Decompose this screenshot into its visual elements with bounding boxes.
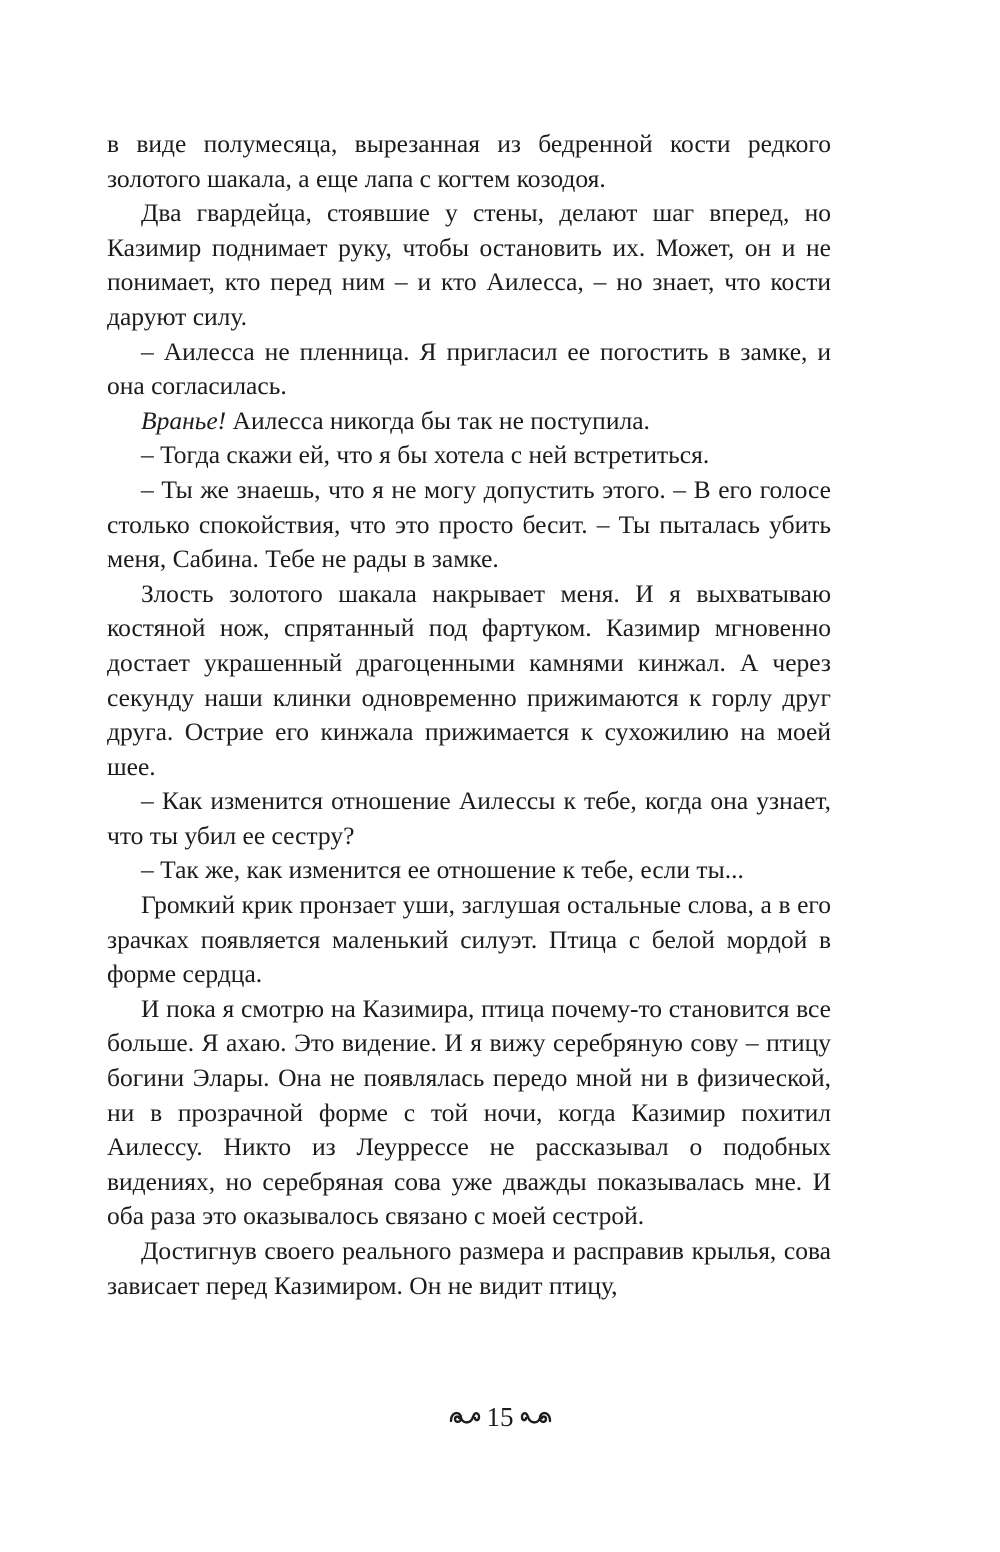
scroll-ornament-right-icon xyxy=(520,1407,552,1427)
paragraph-3: – Аилесса не пленница. Я пригласил ее погостить в замке, и она согласилась. xyxy=(107,336,831,401)
scroll-ornament-left-icon xyxy=(449,1407,481,1427)
paragraph-9: – Так же, как изменится ее отношение к тебе, если ты... xyxy=(141,855,744,885)
book-page-text xyxy=(107,127,831,1303)
paragraph-4 xyxy=(107,404,831,439)
paragraph-10: Громкий крик пронзает уши, заглушая остальные слова, а в его зрачках появляется маленький силуэт. Птица с белой мордой в форме сердца. xyxy=(107,890,831,989)
paragraph-6: – Ты же знаешь, что я не могу допустить этого. – В его голосе столько спокойствия, что это просто бесит. – Ты пыталась убить меня, Сабина. Тебе не рады в замке. xyxy=(107,474,831,574)
page-number: 15 xyxy=(486,1401,514,1432)
paragraph-8: – Как изменится отношение Аилессы к тебе, когда она узнает, что ты убил ее сестру? xyxy=(107,786,831,850)
paragraph-11: И пока я смотрю на Казимира, птица почему-то становится все больше. Я ахаю. Это видение. И я вижу серебряную сову – птицу богини Элары. Она не появлялась передо мной ни в физической, ни в прозрачной форме с той ночи, когда Казимир похитил Аилессу. Никто из Леуррессе не рассказывал о подобных видениях, но серебряная сова уже дважды показывалась мне. И оба раза это оказывалось связано с моей сестрой. xyxy=(107,993,831,1231)
paragraph-12: Достигнув своего реального размера и расправив крылья, сова зависает перед Казимиром. Он не видит птицу, xyxy=(107,1236,831,1300)
italic-exclamation: Вранье! xyxy=(141,405,227,435)
page-footer xyxy=(0,1396,1000,1435)
paragraph-2: Два гвардейца, стоявшие у стены, делают шаг вперед, но Казимир поднимает руку, чтобы остановить их. Может, он и не понимает, кто перед ним – и кто Аилесса, – но знает, что кости даруют силу. xyxy=(107,198,831,331)
paragraph-1: в виде полумесяца, вырезанная из бедренной кости редкого золотого шакала, а еще лапа с когтем козодоя. xyxy=(107,129,831,193)
paragraph-4-rest: Аилесса никогда бы так не поступила. xyxy=(226,405,650,435)
paragraph-5: – Тогда скажи ей, что я бы хотела с ней встретиться. xyxy=(141,440,710,470)
paragraph-7: Злость золотого шакала накрывает меня. И я выхватываю костяной нож, спрятанный под фартуком. Казимир мгновенно достает украшенный драгоценными камнями кинжал. А через секунду наши клинки одновременно прижимаются к горлу друг друга. Острие его кинжала прижимается к сухожилию на моей шее. xyxy=(107,578,831,781)
